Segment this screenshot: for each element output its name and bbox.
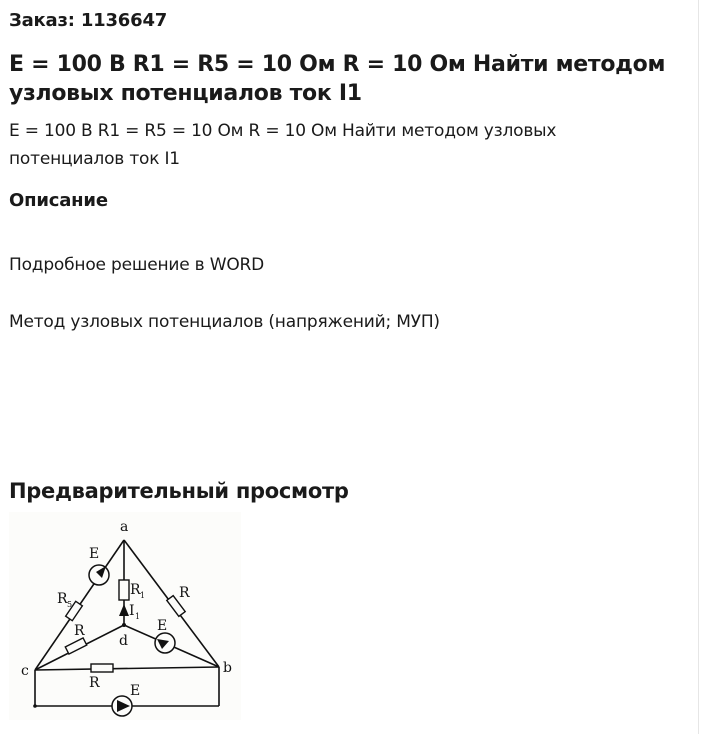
label-e-bottom: E bbox=[130, 683, 141, 699]
label-r-cb: R bbox=[89, 675, 100, 691]
label-r5: R bbox=[57, 591, 68, 607]
resistor-r-dc bbox=[65, 638, 86, 654]
page-edge-divider bbox=[698, 0, 699, 734]
label-i1-subscript: 1 bbox=[135, 612, 141, 621]
page-title: E = 100 В R1 = R5 = 10 Ом R = 10 Ом Найти методом узловых потенциалов ток I1 bbox=[9, 52, 666, 106]
description-heading: Описание bbox=[9, 190, 108, 211]
label-r-dc: R bbox=[74, 623, 85, 639]
circuit-diagram bbox=[9, 512, 241, 720]
label-e-db: E bbox=[157, 618, 168, 634]
description-paragraph: Метод узловых потенциалов (напряжений; МУП) bbox=[9, 312, 440, 332]
label-r1-subscript: 1 bbox=[140, 591, 146, 600]
preview-heading: Предварительный просмотр bbox=[9, 479, 349, 503]
resistor-r-cb bbox=[91, 664, 113, 672]
label-e-ac: E bbox=[89, 546, 100, 562]
node-bottom-left-dot bbox=[33, 704, 37, 708]
description-paragraph: Подробное решение в WORD bbox=[9, 255, 264, 275]
node-label-d: d bbox=[119, 633, 128, 649]
current-arrow-i1 bbox=[119, 604, 129, 616]
label-r5-subscript: 5 bbox=[67, 600, 73, 609]
label-i1: I bbox=[129, 603, 135, 619]
circuit-preview-image bbox=[9, 512, 241, 720]
node-label-a: a bbox=[120, 519, 129, 535]
order-number: Заказ: 1136647 bbox=[9, 10, 168, 31]
node-label-c: c bbox=[21, 663, 29, 679]
label-r-ab: R bbox=[179, 585, 190, 601]
resistor-r1 bbox=[119, 580, 129, 600]
node-label-b: b bbox=[223, 660, 232, 676]
wire-c-b bbox=[35, 667, 219, 670]
node-d-dot bbox=[122, 623, 126, 627]
label-r1: R bbox=[130, 582, 141, 598]
task-statement: E = 100 В R1 = R5 = 10 Ом R = 10 Ом Найти методом узловых потенциалов ток I1 bbox=[9, 121, 557, 169]
